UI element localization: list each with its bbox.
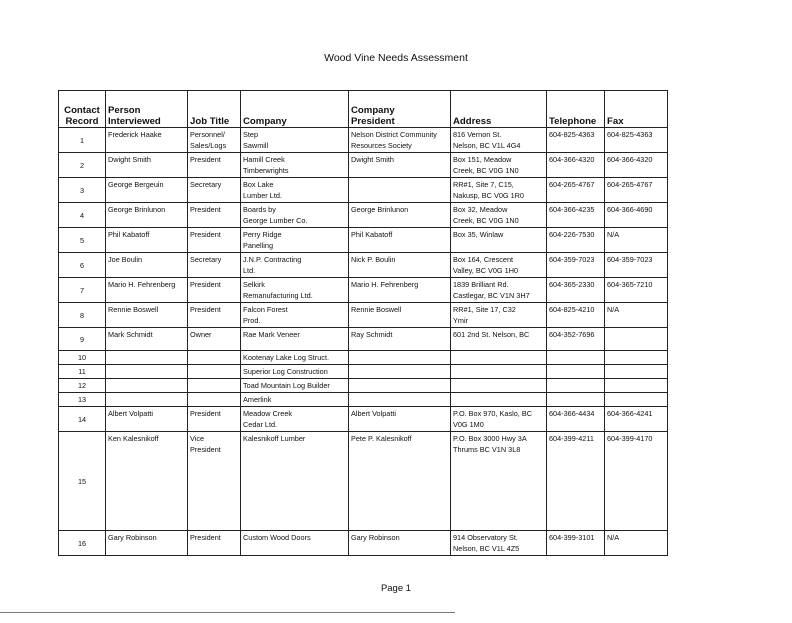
cell-job-title: President (188, 228, 241, 253)
cell-president (349, 393, 451, 407)
cell-company: J.N.P. Contracting Ltd. (241, 253, 349, 278)
cell-company: Toad Mountain Log Builder (241, 379, 349, 393)
cell-company: Selkirk Remanufacturing Ltd. (241, 278, 349, 303)
cell-president: Ray Schmidt (349, 328, 451, 351)
cell-person (106, 351, 188, 365)
header-fax: Fax (605, 91, 668, 128)
cell-record: 15 (59, 432, 106, 531)
cell-telephone (547, 379, 605, 393)
cell-job-title: President (188, 303, 241, 328)
cell-address: 816 Vernon St. Nelson, BC V1L 4G4 (451, 128, 547, 153)
cell-fax: 604-365-7210 (605, 278, 668, 303)
cell-job-title (188, 379, 241, 393)
cell-job-title (188, 393, 241, 407)
cell-record: 3 (59, 178, 106, 203)
cell-person: Albert Volpatti (106, 407, 188, 432)
cell-record: 12 (59, 379, 106, 393)
cell-person (106, 379, 188, 393)
document-title: Wood Vine Needs Assessment (324, 52, 468, 64)
cell-job-title: Owner (188, 328, 241, 351)
cell-president: Nelson District Community Resources Society (349, 128, 451, 153)
cell-company: Amerlink (241, 393, 349, 407)
header-telephone: Telephone (547, 91, 605, 128)
cell-fax: N/A (605, 303, 668, 328)
cell-fax: 604-399-4170 (605, 432, 668, 531)
cell-address: RR#1, Site 7, C15, Nakusp, BC V0G 1R0 (451, 178, 547, 203)
cell-company: Superior Log Construction (241, 365, 349, 379)
table-row (59, 328, 668, 351)
cell-address (451, 351, 547, 365)
table-body (59, 128, 668, 556)
cell-address: 1839 Brilliant Rd. Castlegar, BC V1N 3H7 (451, 278, 547, 303)
cell-person: George Bergeuin (106, 178, 188, 203)
cell-address: Box 32, Meadow Creek, BC V0G 1N0 (451, 203, 547, 228)
cell-fax: 604-825-4363 (605, 128, 668, 153)
cell-address: Box 35, Winlaw (451, 228, 547, 253)
cell-fax: 604-366-4241 (605, 407, 668, 432)
cell-record: 14 (59, 407, 106, 432)
cell-job-title: President (188, 203, 241, 228)
page-number: Page 1 (380, 583, 412, 594)
table-row (59, 253, 668, 278)
cell-address (451, 365, 547, 379)
cell-job-title: Secretary (188, 253, 241, 278)
table-row (59, 228, 668, 253)
cell-telephone: 604-399-3101 (547, 531, 605, 556)
cell-company: Falcon Forest Prod. (241, 303, 349, 328)
cell-record: 9 (59, 328, 106, 351)
cell-job-title (188, 365, 241, 379)
table-row (59, 153, 668, 178)
cell-record: 1 (59, 128, 106, 153)
cell-company: Meadow Creek Cedar Ltd. (241, 407, 349, 432)
cell-person: Phil Kabatoff (106, 228, 188, 253)
cell-telephone: 604-366-4320 (547, 153, 605, 178)
cell-address: RR#1, Site 17, C32 Ymir (451, 303, 547, 328)
cell-fax (605, 379, 668, 393)
cell-company: Box Lake Lumber Ltd. (241, 178, 349, 203)
cell-president: Gary Robinson (349, 531, 451, 556)
cell-address: 601 2nd St. Nelson, BC (451, 328, 547, 351)
table-row (59, 432, 668, 531)
cell-record: 16 (59, 531, 106, 556)
cell-president (349, 178, 451, 203)
cell-record: 10 (59, 351, 106, 365)
cell-fax (605, 393, 668, 407)
cell-address: Box 164, Crescent Valley, BC V0G 1H0 (451, 253, 547, 278)
cell-job-title: President (188, 531, 241, 556)
header-company-president: Company President (349, 91, 451, 128)
table-row (59, 128, 668, 153)
header-contact-record: Contact Record (59, 91, 106, 128)
cell-telephone: 604-366-4235 (547, 203, 605, 228)
table-header-row (59, 91, 668, 128)
cell-fax: 604-366-4690 (605, 203, 668, 228)
table-row (59, 303, 668, 328)
cell-record: 5 (59, 228, 106, 253)
cell-person: Ken Kalesnikoff (106, 432, 188, 531)
cell-telephone: 604-365-2330 (547, 278, 605, 303)
cell-president: Albert Volpatti (349, 407, 451, 432)
table-row (59, 365, 668, 379)
cell-company: Hamill Creek Timberwrights (241, 153, 349, 178)
header-company: Company (241, 91, 349, 128)
cell-address (451, 393, 547, 407)
cell-telephone: 604-352-7696 (547, 328, 605, 351)
cell-president: Mario H. Fehrenberg (349, 278, 451, 303)
cell-person: George Brinlunon (106, 203, 188, 228)
cell-fax: 604-359-7023 (605, 253, 668, 278)
cell-job-title (188, 351, 241, 365)
cell-fax: N/A (605, 531, 668, 556)
cell-job-title: Personnel/ Sales/Logs (188, 128, 241, 153)
cell-person: Mark Schmidt (106, 328, 188, 351)
table-row (59, 203, 668, 228)
cell-company: Boards by George Lumber Co. (241, 203, 349, 228)
cell-telephone (547, 365, 605, 379)
table-row (59, 531, 668, 556)
cell-fax (605, 351, 668, 365)
cell-telephone: 604-359-7023 (547, 253, 605, 278)
cell-person: Frederick Haake (106, 128, 188, 153)
cell-job-title: President (188, 153, 241, 178)
cell-telephone: 604-265-4767 (547, 178, 605, 203)
cell-president (349, 365, 451, 379)
cell-telephone: 604-399-4211 (547, 432, 605, 531)
cell-person: Mario H. Fehrenberg (106, 278, 188, 303)
cell-company: Custom Wood Doors (241, 531, 349, 556)
cell-company: Perry Ridge Panelling (241, 228, 349, 253)
header-job-title: Job Title (188, 91, 241, 128)
cell-fax: N/A (605, 228, 668, 253)
cell-record: 7 (59, 278, 106, 303)
scan-edge-line (0, 612, 455, 613)
cell-record: 11 (59, 365, 106, 379)
cell-record: 6 (59, 253, 106, 278)
cell-president: Pete P. Kalesnikoff (349, 432, 451, 531)
cell-president: George Brinlunon (349, 203, 451, 228)
contacts-table (58, 90, 668, 556)
cell-telephone (547, 351, 605, 365)
table-row (59, 178, 668, 203)
cell-company: Step Sawmill (241, 128, 349, 153)
cell-telephone: 604-226-7530 (547, 228, 605, 253)
header-address: Address (451, 91, 547, 128)
cell-record: 2 (59, 153, 106, 178)
cell-person: Dwight Smith (106, 153, 188, 178)
cell-fax (605, 328, 668, 351)
cell-telephone: 604-825-4363 (547, 128, 605, 153)
cell-record: 13 (59, 393, 106, 407)
cell-job-title: Secretary (188, 178, 241, 203)
cell-address (451, 379, 547, 393)
cell-fax (605, 365, 668, 379)
cell-president: Nick P. Boulin (349, 253, 451, 278)
cell-address: P.O. Box 3000 Hwy 3A Thrums BC V1N 3L8 (451, 432, 547, 531)
cell-job-title: Vice President (188, 432, 241, 531)
cell-fax: 604-265-4767 (605, 178, 668, 203)
cell-president: Phil Kabatoff (349, 228, 451, 253)
cell-address: 914 Observatory St. Nelson, BC V1L 4Z5 (451, 531, 547, 556)
cell-president (349, 351, 451, 365)
cell-company: Rae Mark Veneer (241, 328, 349, 351)
cell-person: Joe Boulin (106, 253, 188, 278)
cell-address: Box 151, Meadow Creek, BC V0G 1N0 (451, 153, 547, 178)
table-row (59, 407, 668, 432)
cell-address: P.O. Box 970, Kaslo, BC V0G 1M0 (451, 407, 547, 432)
header-person-interviewed: Person Interviewed (106, 91, 188, 128)
table-row (59, 278, 668, 303)
cell-president (349, 379, 451, 393)
cell-telephone (547, 393, 605, 407)
cell-person (106, 365, 188, 379)
cell-record: 4 (59, 203, 106, 228)
cell-company: Kootenay Lake Log Struct. (241, 351, 349, 365)
cell-telephone: 604-366-4434 (547, 407, 605, 432)
cell-job-title: President (188, 278, 241, 303)
table-row (59, 351, 668, 365)
cell-person: Gary Robinson (106, 531, 188, 556)
cell-person: Rennie Boswell (106, 303, 188, 328)
cell-job-title: President (188, 407, 241, 432)
table-row (59, 393, 668, 407)
cell-president: Rennie Boswell (349, 303, 451, 328)
table-row (59, 379, 668, 393)
cell-person (106, 393, 188, 407)
cell-president: Dwight Smith (349, 153, 451, 178)
cell-fax: 604-366-4320 (605, 153, 668, 178)
cell-record: 8 (59, 303, 106, 328)
cell-telephone: 604-825-4210 (547, 303, 605, 328)
cell-company: Kalesnikoff Lumber (241, 432, 349, 531)
